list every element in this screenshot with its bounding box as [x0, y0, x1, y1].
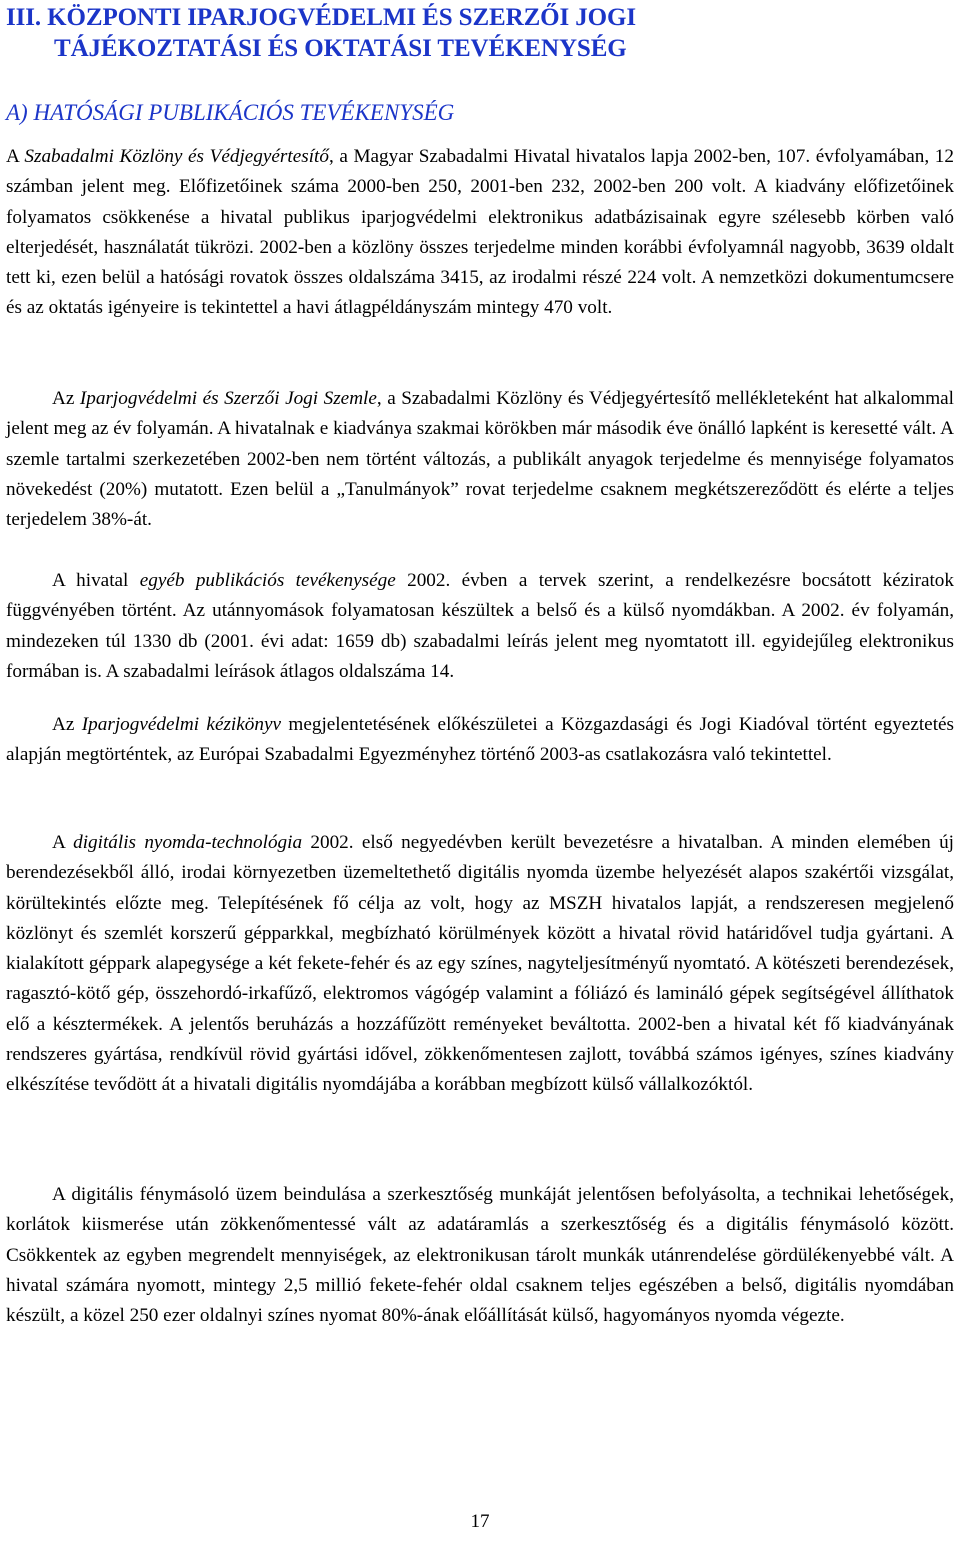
section-heading — [6, 2, 946, 64]
subsection-heading: A) HATÓSÁGI PUBLIKÁCIÓS TEVÉKENYSÉG — [6, 100, 455, 125]
paragraph-digitalis-nyomda: A digitális nyomda-technológia 2002. első negyedévben került bevezetésre a hivatalban. A minden elemében új berendezésekből álló, irodai környezetben üzemeltethető digitális nyomda üzembe helyezését alapos szakértői vizsgálat, körültekintés előzte meg. Telepítésének fő célja az volt, hogy az MSZH hivatalos lapját, a rendszeresen megjelenő közlönyt és szemlét korszerű gépparkkal, megbízható körülmények között a hivatal rövid határidővel tudja gyártani. A kialakított géppark alapegysége a két fekete-fehér és az egy színes, nagyteljesítményű nyomtató. A kötészeti berendezések, ragasztó-kötő gép, összehordó-irkafűző, elektromos vágógép valamint a fóliázó és lamináló gépek segítségével állíthatok elő a késztermékek. A jelentős beruházás a hozzáfűzött reményeket beváltotta. 2002-ben a hivatal két fő kiadványának rendszeres gyártása, rendkívül rövid gyártási idővel, zökkenőmentesen zajlott, továbbá számos igényes, színes kiadvány elkészítése tevődött át a hivatali digitális nyomdájába a korábban megbízott külső vállalkozóktól. — [6, 832, 954, 1096]
emphasis-term: egyéb publikációs tevékenysége — [139, 570, 396, 591]
publication-title: Iparjogvédelmi és Szerzői Jogi Szemle — [79, 388, 377, 409]
paragraph-kezikonyv: Az Iparjogvédelmi kézikönyv megjelentetésének előkészületei a Közgazdasági és Jogi Kiadóval történt egyeztetés alapján megtörténtek, az Európai Szabadalmi Egyezményhez történő 2003-as csatlakozásra való tekintettel. — [6, 714, 955, 766]
paragraph-kozlony: A Szabadalmi Közlöny és Védjegyértesítő, a Magyar Szabadalmi Hivatal hivatalos lapja 2002-ben, 107. évfolyamában, 12 számban jelent meg. Előfizetőinek száma 2000-ben 250, 2001-ben 232, 2002-ben 200 volt. A kiadvány előfizetőinek folyamatos csökkenése a hivatal publikus iparjogvédelmi elektronikus adatbázisainak egyre szélesebb körben való elterjedését, használatát tükrözi. 2002-ben a közlöny összes terjedelme minden korábbi évfolyamnál nagyobb, 3639 oldalt tett ki, ezen belül a hatósági rovatok összes oldalszáma 3415, az irodalmi részé 224 volt. A nemzetközi dokumentumcsere és az oktatás igényeire is tekintettel a havi átlagpéldányszám mintegy 470 volt. — [6, 146, 954, 319]
emphasis-term: digitális nyomda-technológia — [73, 832, 303, 853]
page-number: 17 — [470, 1511, 490, 1532]
publication-title: Iparjogvédelmi kézikönyv — [81, 714, 282, 735]
section-heading-line2: TÁJÉKOZTATÁSI ÉS OKTATÁSI TEVÉKENYSÉG — [54, 35, 627, 62]
publication-title: Szabadalmi Közlöny és Védjegyértesítő — [24, 146, 329, 167]
section-heading-line1: III. KÖZPONTI IPARJOGVÉDELMI ÉS SZERZŐI JOGI — [6, 4, 636, 31]
paragraph-fenymasolo: A digitális fénymásoló üzem beindulása a szerkesztőség munkáját jelentősen befolyásolta, a technikai lehetőségek, korlátok kiismerése után zökkenőmentessé vált az adatáramlás a szerkesztőség és a digitális fénymásoló között. Csökkentek az egyben megrendelt mennyiségek, az elektronikusan tárolt munkák utánrendelése gördülékenyebbé vált. A hivatal számára nyomott, mintegy 2,5 millió fekete-fehér oldal csaknem teljes egészében a belső, digitális nyomdában készült, a közel 250 ezer oldalnyi színes nyomat 80%-ának előállítását külső, hagyományos nyomda végezte. — [6, 1184, 954, 1327]
paragraph-egyeb-publikacio: A hivatal egyéb publikációs tevékenysége 2002. évben a tervek szerint, a rendelkezésre bocsátott kéziratok függvényében történt. Az utánnyomások folyamatosan készültek a belső és a külső nyomdákban. A 2002. év folyamán, mindezeken túl 1330 db (2001. évi adat: 1659 db) szabadalmi leírás jelent meg nyomtatott ill. egyidejűleg elektronikus formában is. A szabadalmi leírások átlagos oldalszáma 14. — [6, 570, 954, 682]
paragraph-szemle: Az Iparjogvédelmi és Szerzői Jogi Szemle, a Szabadalmi Közlöny és Védjegyértesítő mellékleteként hat alkalommal jelent meg az év folyamán. A hivatalnak e kiadványa szakmai körökben már második éve önálló lapként is keresetté vált. A szemle tartalmi szerkezetében 2002-ben nem történt változás, a publikált anyagok terjedelme és mennyisége folyamatos növekedést (20%) mutatott. Ezen belül a „Tanulmányok” rovat terjedelme csaknem megkétszereződött és elérte a teljes terjedelem 38%-át. — [6, 388, 954, 531]
